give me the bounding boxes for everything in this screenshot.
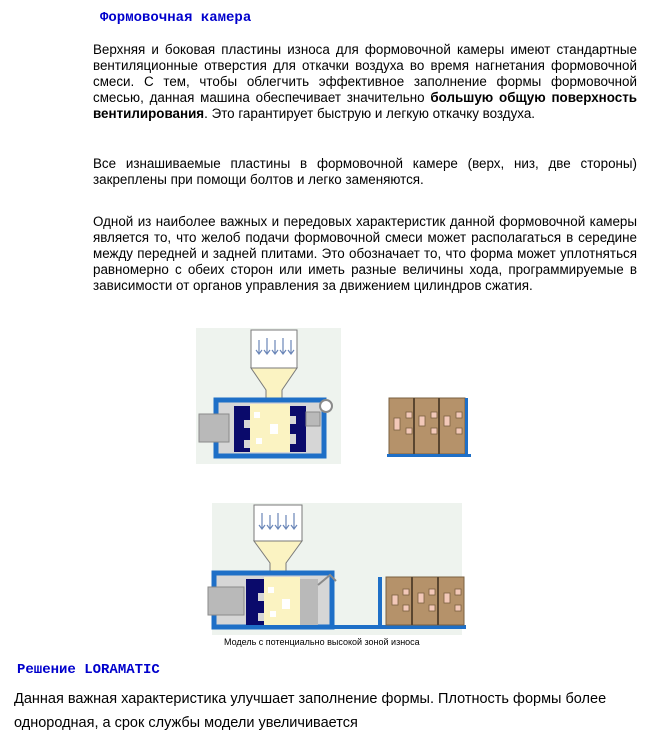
paragraph-vent-plates-text: Верхняя и боковая пластины износа для формовочной камеры имеют стандартные вентиляционные отверстия для откачки воздуха во время нагнетания формовочной смеси. С тем, чтобы облегчить эффективное заполнение формы формовочной смесью, данная машина обеспечивает значительно — [93, 42, 637, 105]
paragraph-wear-plates: Все изнашиваемые пластины в формовочной камере (верх, низ, две стороны) закреплены при помощи болтов и легко заменяются. — [93, 156, 637, 187]
molding-chamber-diagram-centered — [196, 328, 341, 464]
paragraph-vent-plates — [93, 42, 637, 122]
paragraph-vent-plates-emphasis: большую общую поверхность вентилирования — [93, 90, 637, 121]
paragraph-feed-chute: Одной из наиболее важных и передовых характеристик данной формовочной камеры является то, что желоб подачи формовочной смеси может располагаться в середине между передней и задней плитами. Это обозначает то, что форма может уплотняться равномерно с обеих сторон или иметь разные величины хода, программируемые в зависимости от органов управления за движением цилиндров сжатия. — [93, 214, 637, 293]
squeeze-cylinder — [208, 587, 244, 615]
squeeze-cylinder — [199, 414, 229, 442]
section-title: Решение LORAMATIC — [17, 662, 160, 678]
mold-pattern-right — [290, 406, 306, 452]
summary-paragraph: Данная важная характеристика улучшает заполнение формы. Плотность формы более однородная, а срок службы модели увеличивается — [14, 691, 607, 731]
figure-caption: Модель с потенциально высокой зоной износа — [224, 637, 420, 647]
page-title: Формовочная камера — [100, 10, 252, 26]
molding-chamber-diagram-wear — [206, 503, 468, 635]
mold-string-diagram-small — [387, 394, 471, 458]
paragraph-vent-plates-tail: . Это гарантирует быструю и легкую откачку воздуха. — [204, 106, 535, 121]
sand-hopper — [251, 330, 297, 368]
mold-pattern-right — [300, 579, 318, 625]
